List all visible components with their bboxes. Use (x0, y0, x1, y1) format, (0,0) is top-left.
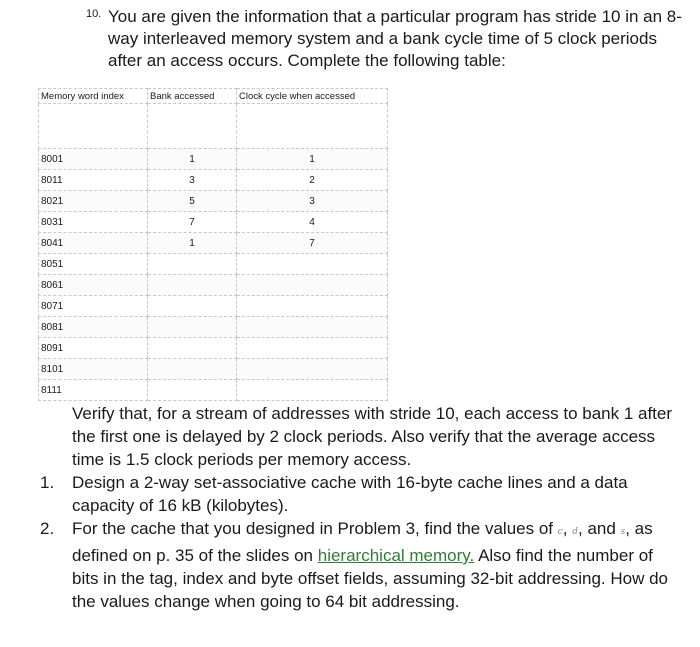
cell-bank (148, 254, 237, 275)
table-row (39, 296, 388, 317)
cell-bank (148, 317, 237, 338)
table-header-row (39, 89, 388, 104)
table-row (39, 275, 388, 296)
cell-cycle: 3 (237, 191, 388, 212)
cell-bank (148, 380, 237, 401)
cell-bank: 1 (148, 149, 237, 170)
cell-index: 8061 (39, 275, 148, 296)
header-bank-accessed: Bank accessed (148, 89, 237, 104)
header-memory-word-index: Memory word index (39, 89, 148, 104)
cell-index: 8001 (39, 149, 148, 170)
cell-cycle (237, 275, 388, 296)
cell-cycle: 7 (237, 233, 388, 254)
question-10 (86, 6, 686, 72)
cell-index: 8041 (39, 233, 148, 254)
verify-paragraph: Verify that, for a stream of addresses with stride 10, each access to bank 1 after the first one is delayed by 2 clock periods. Also verify that the average access time is 1.5 clock periods per memory access. (72, 404, 673, 469)
cell-cycle: 4 (237, 212, 388, 233)
cell-bank: 7 (148, 212, 237, 233)
cell-cycle (237, 359, 388, 380)
separator-2: , and (578, 519, 616, 538)
problem-2-part1: For the cache that you designed in Problem 3, find the values of (72, 519, 554, 538)
question-number: 10. (86, 8, 102, 20)
hierarchical-memory-link[interactable]: hierarchical memory. (317, 546, 475, 565)
problem-2-part2: , as defined on p. 35 of the slides on (72, 519, 653, 565)
cell-bank (148, 275, 237, 296)
cell-cycle (237, 254, 388, 275)
header-clock-cycle: Clock cycle when accessed (237, 89, 388, 104)
cell-cycle: 1 (237, 149, 388, 170)
table-row (39, 254, 388, 275)
symbol-d: d (572, 527, 579, 537)
cell-index: 8081 (39, 317, 148, 338)
cell-index: 8101 (39, 359, 148, 380)
table-row (39, 149, 388, 170)
cell-index: 8071 (39, 296, 148, 317)
cell-cycle (237, 317, 388, 338)
cell-cycle (237, 380, 388, 401)
cell-bank (148, 338, 237, 359)
cell-bank (148, 359, 237, 380)
cell-index: 8011 (39, 170, 148, 191)
problem-2 (40, 517, 680, 613)
cell-bank: 1 (148, 233, 237, 254)
cell-bank: 5 (148, 191, 237, 212)
cell-index: 8111 (39, 380, 148, 401)
symbol-c: c (557, 527, 563, 537)
cell-cycle (237, 338, 388, 359)
memory-table (38, 88, 388, 401)
problem-1-number: 1. (40, 473, 55, 492)
cell-bank (148, 296, 237, 317)
cell-bank: 3 (148, 170, 237, 191)
table-row (39, 380, 388, 401)
table-row (39, 191, 388, 212)
problem-2-text (72, 517, 680, 613)
problem-text-block (40, 402, 680, 613)
symbol-s: s (620, 527, 626, 537)
cell-index: 8091 (39, 338, 148, 359)
problem-2-number: 2. (40, 519, 55, 538)
problem-2-part3: Also find the number of bits in the tag, index and byte offset fields, assuming 32-bit addressing. How do the values change when going to 64 bit addressing. (72, 546, 668, 611)
table-row (39, 317, 388, 338)
question-text: You are given the information that a particular program has stride 10 in an 8-way interleaved memory system and a bank cycle time of 5 clock periods after an access occurs. Complete the following table: (108, 7, 682, 70)
problem-1-text: Design a 2-way set-associative cache with 16-byte cache lines and a data capacity of 16 kB (kilobytes). (72, 473, 628, 515)
cell-index: 8021 (39, 191, 148, 212)
table-row (39, 233, 388, 254)
cell-index: 8051 (39, 254, 148, 275)
cell-cycle (237, 296, 388, 317)
cell-index: 8031 (39, 212, 148, 233)
cell-cycle: 2 (237, 170, 388, 191)
table-row (39, 170, 388, 191)
table-row (39, 338, 388, 359)
table-blank-row (39, 104, 388, 149)
problem-1 (40, 471, 680, 517)
table-row (39, 212, 388, 233)
table-row (39, 359, 388, 380)
separator-1: , (562, 519, 568, 538)
